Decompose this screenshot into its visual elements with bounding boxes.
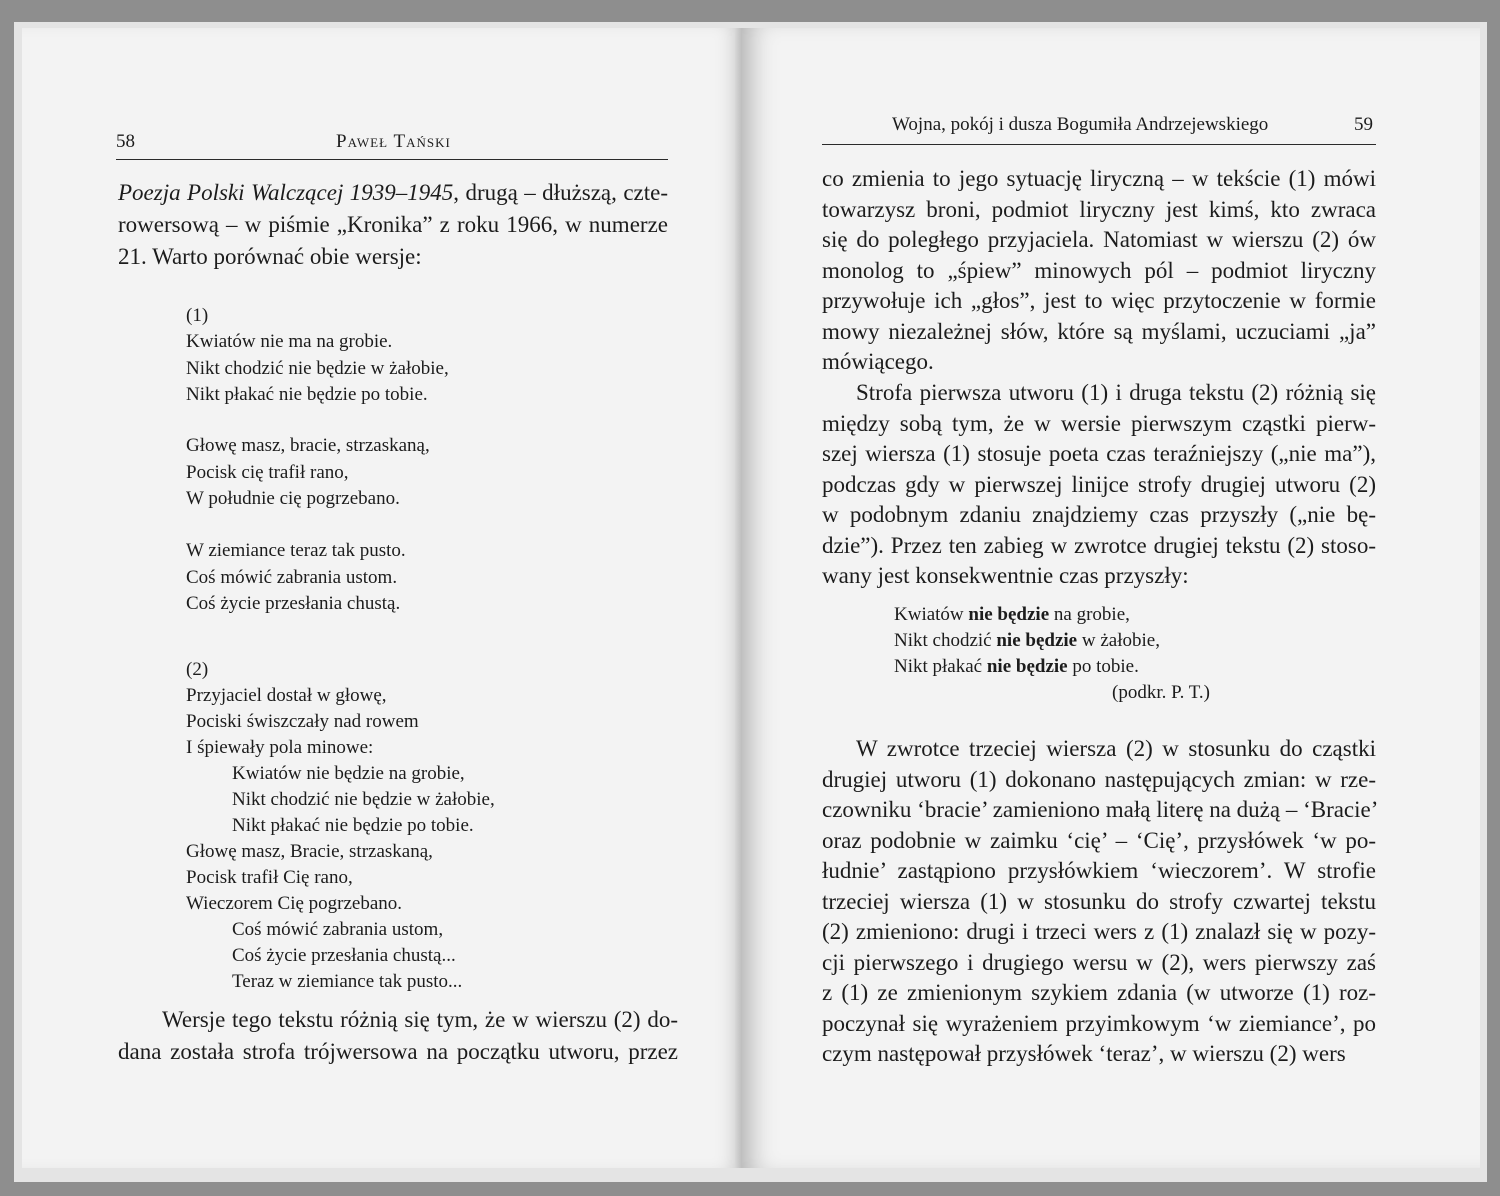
body-line: się do poległego przyjaciela. Natomiast w wierszu (2) ów	[822, 227, 1376, 252]
body-line: co zmienia to jego sytuację liryczną – w tekście (1) mówi	[822, 166, 1376, 191]
body-line: czowniku ‘bracie’ zamieniono małą literę na dużą – ‘Bracie’	[822, 797, 1379, 822]
body-line: łudnie’ zastąpiono przysłówkiem ‘wieczorem’. W strofie	[822, 858, 1376, 883]
poem-line: Pocisk trafił Cię rano,	[186, 867, 353, 888]
left-page	[22, 28, 742, 1168]
body-line: szej wiersza (1) stosuje poeta czas teraźniejszy („nie ma”),	[822, 441, 1376, 466]
poem-line: Coś życie przesłania chustą.	[186, 593, 401, 614]
poem-line: Coś mówić zabrania ustom,	[232, 919, 444, 940]
body-line: rowersową – w piśmie „Kronika” z roku 1966, w numerze	[118, 212, 668, 237]
poem-line: Nikt płakać nie będzie po tobie.	[232, 815, 474, 836]
left-running-head: Paweł Tański	[336, 131, 451, 152]
poem2-label: (2)	[186, 659, 209, 680]
poem-line: Wieczorem Cię pogrzebano.	[186, 893, 403, 914]
body-line: cji pierwszego i drugiego wersu w (2), wers pierwszy zaś	[822, 949, 1376, 975]
quote-note: (podkr. P. T.)	[1112, 682, 1210, 703]
poem-line: Nikt chodzić nie będzie w żałobie,	[186, 358, 449, 379]
poem1-label: (1)	[186, 305, 209, 326]
body-line: trzeciej wiersza (1) w stosunku do strofy czwartej tekstu	[822, 888, 1376, 914]
poem-line: Przyjaciel dostał w głowę,	[186, 685, 387, 706]
body-line: Poezja Polski Walczącej 1939–1945, drugą – dłuższą, czte-	[118, 180, 668, 205]
quote-line: Kwiatów nie będzie na grobie,	[894, 604, 1130, 625]
poem-line: Głowę masz, Bracie, strzaskaną,	[186, 841, 433, 862]
body-line: towarzysz broni, podmiot liryczny jest kimś, kto zwraca	[822, 196, 1376, 222]
body-line: czym następował przysłówek ‘teraz’, w wierszu (2) wers	[822, 1041, 1346, 1066]
left-header-rule	[116, 159, 668, 160]
body-line: przywołuje ich „głos”, jest to więc przytoczenie w formie	[822, 288, 1376, 313]
quote-line: Nikt płakać nie będzie po tobie.	[894, 656, 1139, 677]
body-line: mowy niezależnej słów, które są myślami, uczuciami „ja”	[822, 318, 1376, 344]
body-line: podczas gdy w pierwszej linijce strofy drugiej utworu (2)	[822, 471, 1376, 497]
body-line: Wersje tego tekstu różnią się tym, że w wierszu (2) do-	[162, 1007, 678, 1032]
poem-line: Pocisk cię trafił rano,	[186, 462, 349, 483]
poem-line: Kwiatów nie będzie na grobie,	[232, 763, 465, 784]
right-page-number: 59	[1354, 114, 1373, 135]
poem-line: Nikt chodzić nie będzie w żałobie,	[232, 789, 495, 810]
body-line: między sobą tym, że w wersie pierwszym cząstki pierw-	[822, 410, 1376, 436]
poem-line: W południe cię pogrzebano.	[186, 488, 400, 509]
left-page-number: 58	[116, 131, 135, 152]
body-line: wany jest konsekwentnie czas przyszły:	[822, 563, 1189, 588]
poem-line: Pociski świszczały nad rowem	[186, 711, 419, 732]
poem-line: I śpiewały pola minowe:	[186, 737, 374, 758]
poem-line: Głowę masz, bracie, strzaskaną,	[186, 435, 430, 456]
body-line: (2) zmieniono: drugi i trzeci wers z (1) znalazł się w pozy-	[822, 919, 1376, 944]
right-running-head: Wojna, pokój i dusza Bogumiła Andrzejewskiego	[892, 114, 1269, 135]
body-line: z (1) ze zmienionym szykiem zdania (w utworze (1) roz-	[822, 980, 1376, 1005]
body-line: 21. Warto porównać obie wersje:	[118, 244, 422, 269]
body-line: W zwrotce trzeciej wiersza (2) w stosunku do cząstki	[856, 736, 1376, 761]
quote-line: Nikt chodzić nie będzie w żałobie,	[894, 630, 1160, 651]
body-line: drugiej utworu (1) dokonano następujących zmian: w rze-	[822, 766, 1376, 792]
body-line: dana została strofa trójwersowa na początku utworu, przez	[118, 1039, 678, 1064]
emphasized-phrase: nie będzie	[986, 656, 1068, 677]
poem-line: Kwiatów nie ma na grobie.	[186, 331, 393, 352]
body-line: poczynał się wyrażeniem przyimkowym ‘w ziemiance’, po	[822, 1010, 1376, 1036]
body-line: mówiącego.	[822, 349, 934, 374]
poem-line: Coś życie przesłania chustą...	[232, 945, 456, 966]
poem-line: Teraz w ziemiance tak pusto...	[232, 971, 463, 992]
body-line: monolog to „śpiew” minowych pól – podmiot liryczny	[822, 257, 1376, 283]
right-header-rule	[822, 144, 1376, 145]
body-line: dzie”). Przez ten zabieg w zwrotce drugiej tekstu (2) stoso-	[822, 532, 1376, 558]
emphasized-phrase: nie będzie	[968, 604, 1050, 625]
right-page	[742, 28, 1480, 1168]
body-line: Strofa pierwsza utworu (1) i druga tekstu (2) różnią się	[856, 380, 1376, 405]
book-title: Poezja Polski Walczącej 1939–1945	[118, 180, 454, 205]
body-line: oraz podobnie w zaimku ‘cię’ – ‘Cię’, przysłówek ‘w po-	[822, 827, 1376, 853]
poem-line: W ziemiance teraz tak pusto.	[186, 540, 406, 561]
body-line: w podobnym zdaniu znajdziemy czas przyszły („nie bę-	[822, 502, 1376, 527]
emphasized-phrase: nie będzie	[996, 630, 1078, 651]
poem-line: Nikt płakać nie będzie po tobie.	[186, 384, 428, 405]
poem-line: Coś mówić zabrania ustom.	[186, 567, 398, 588]
